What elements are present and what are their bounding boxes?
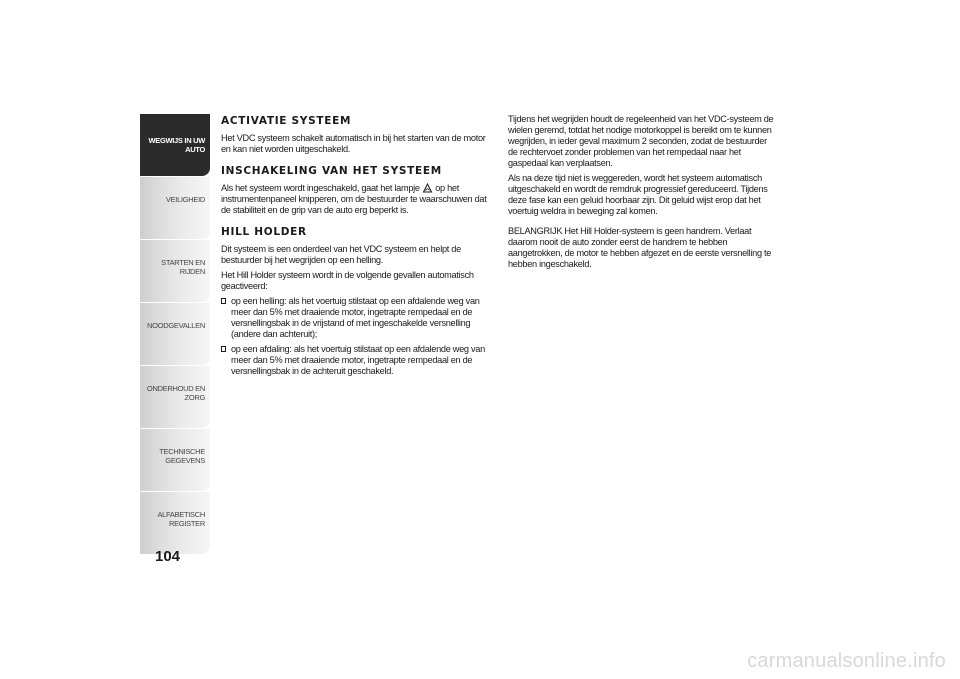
heading-inschakeling: INSCHAKELING VAN HET SYSTEEM — [221, 165, 442, 177]
tab-alfabetisch-register[interactable]: ALFABETISCH REGISTER — [140, 492, 210, 554]
heading-activatie-systeem: ACTIVATIE SYSTEEM — [221, 115, 352, 127]
tab-veiligheid[interactable]: VEILIGHEID — [140, 177, 210, 239]
paragraph-belangrijk: BELANGRIJK Het Hill Holder-systeem is geen handrem. Verlaat daarom nooit de auto zonder eerst de handrem te hebben aangetrokken, de motor te hebben afgezet en de eerste versnelling te hebben ingeschakeld. — [508, 226, 772, 269]
right-column — [508, 114, 778, 274]
watermark: carmanualsonline.info — [747, 650, 946, 672]
paragraph-activatie: Het VDC systeem schakelt automatisch in bij het starten van de motor en kan niet worden uitgeschakeld. — [221, 133, 486, 154]
paragraph-wegrijden: Tijdens het wegrijden houdt de regeleenheid van het VDC-systeem de wielen geremd, totdat het nodige motorkoppel is bereikt om te kunnen wegrijden, in ieder geval maximum 2 seconden, zodat de bestuurder de rechtervoet zonder problemen van het rempedaal naar het gaspedaal kan verplaatsen. — [508, 114, 774, 168]
checkbox-bullet-icon — [221, 298, 226, 304]
tab-starten-en-rijden[interactable]: STARTEN EN RIJDEN — [140, 240, 210, 302]
tab-onderhoud-en-zorg[interactable]: ONDERHOUD EN ZORG — [140, 366, 210, 428]
checkbox-bullet-icon — [221, 346, 226, 352]
list-item: op een afdaling: als het voertuig stilstaat op een afdalende weg van meer dan 5% met draaiende motor, ingetrapte rempedaal en de versnellingsbak in de achteruit geschakeld. — [221, 344, 491, 377]
paragraph-hill-holder-2: Het Hill Holder systeem wordt in de volgende gevallen automatisch geactiveerd: — [221, 270, 474, 291]
list-item: op een helling: als het voertuig stilstaat op een afdalende weg van meer dan 5% met draaiende motor, ingetrapte rempedaal en de versnellingsbak in de vrijstand of met ingeschakelde versnelling (andere dan achteruit); — [221, 296, 491, 340]
paragraph-inschakeling: Als het systeem wordt ingeschakeld, gaat het lampje op het instrumentenpaneel knipperen, om de bestuurder te waarschuwen dat de stabiliteit en de grip van de auto erg beperkt is. — [221, 183, 487, 215]
paragraph-hill-holder-1: Dit systeem is een onderdeel van het VDC systeem en helpt de bestuurder bij het wegrijden op een helling. — [221, 244, 461, 265]
paragraph-uitschakeling: Als na deze tijd niet is weggereden, wordt het systeem automatisch uitgeschakeld en wordt de remdruk progressief gereduceerd. Tijdens deze fase kan een geluid hoorbaar zijn. Dit geluid wijst erop dat het voertuig weldra in beweging zal komen. — [508, 173, 768, 216]
heading-hill-holder: HILL HOLDER — [221, 226, 307, 238]
tab-noodgevallen[interactable]: NOODGEVALLEN — [140, 303, 210, 365]
page-number: 104 — [155, 548, 181, 565]
vdc-warning-lamp-icon — [422, 183, 433, 193]
tab-technische-gegevens[interactable]: TECHNISCHE GEGEVENS — [140, 429, 210, 491]
left-column — [221, 114, 491, 381]
tab-wegwijs-in-uw-auto[interactable]: WEGWIJS IN UW AUTO — [140, 114, 210, 176]
